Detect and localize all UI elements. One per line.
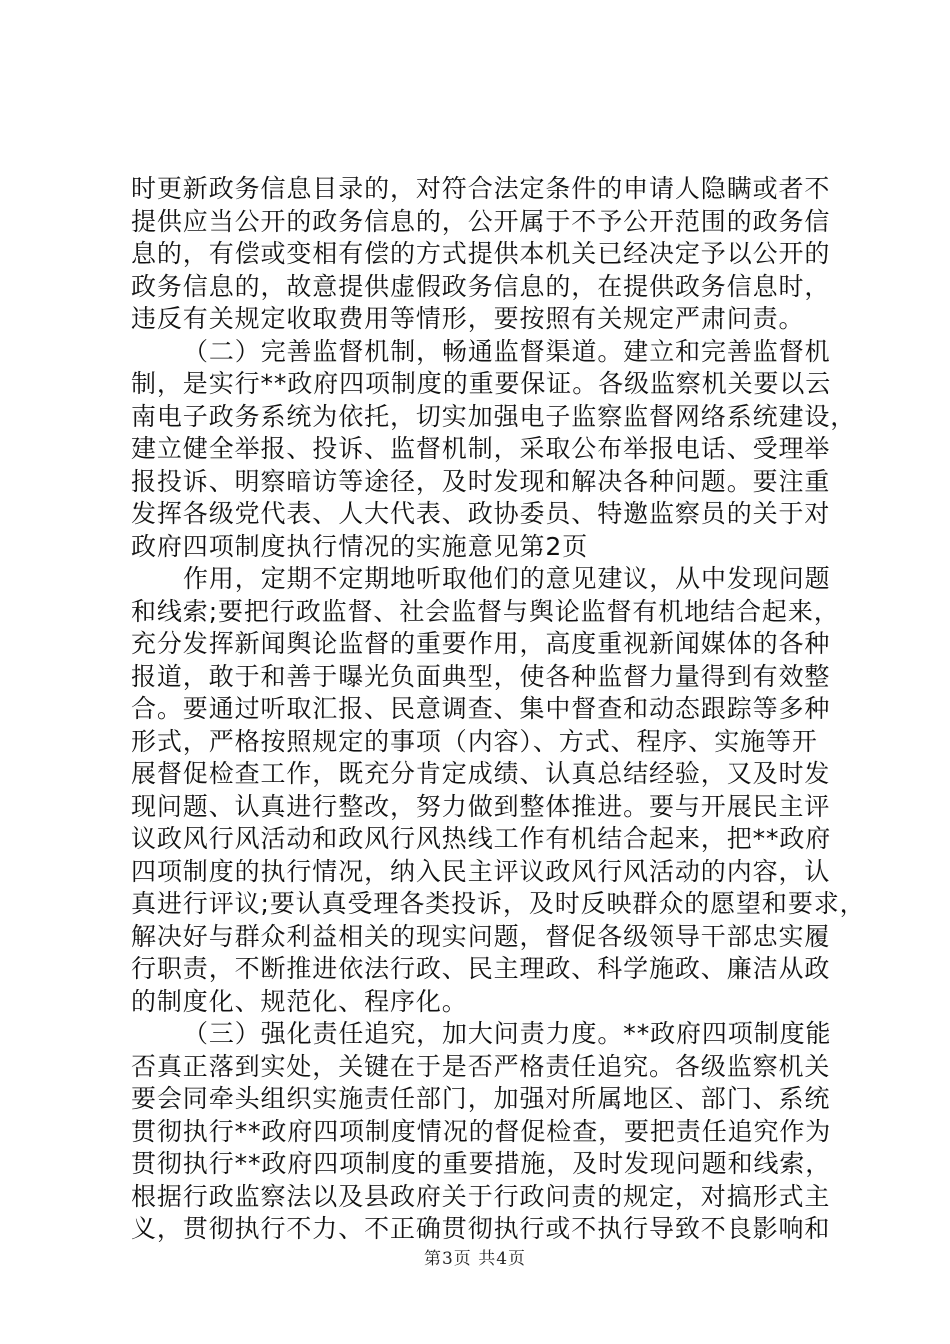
text-line: 贯彻执行**政府四项制度情况的督促检查，要把责任追究作为 [131, 1116, 832, 1146]
text-line: 和线索;要把行政监督、社会监督与舆论监督有机地结合起来， [131, 596, 840, 626]
text-line: 根据行政监察法以及县政府关于行政问责的规定，对搞形式主 [131, 1181, 831, 1211]
text-line: 政府四项制度执行情况的实施意见第2页 [131, 531, 589, 561]
text-line: 的制度化、规范化、程序化。 [131, 986, 468, 1016]
paragraph [131, 563, 866, 1018]
text-line: 四项制度的执行情况，纳入民主评议政风行风活动的内容，认 [131, 856, 831, 886]
paragraph [131, 336, 857, 564]
page-number-footer: 第3页 共4页 [423, 1249, 527, 1269]
text-line: 要会同牵头组织实施责任部门，加强对所属地区、部门、系统 [131, 1084, 831, 1113]
text-line: 报道，敢于和善于曝光负面典型，使各种监督力量得到有效整 [131, 661, 831, 691]
text-line: 建立健全举报、投诉、监督机制，采取公布举报电话、受理举 [131, 434, 831, 463]
text-line: 作用，定期不定期地听取他们的意见建议，从中发现问题 [183, 564, 831, 593]
text-line: 时更新政务信息目录的，对符合法定条件的申请人隐瞒或者不 [131, 174, 831, 203]
paragraph [131, 1018, 832, 1246]
text-line: 报投诉、明察暗访等途径，及时发现和解决各种问题。要注重 [131, 466, 831, 496]
text-line: 行职责，不断推进依法行政、民主理政、科学施政、廉洁从政 [131, 954, 831, 983]
text-line: 解决好与群众利益相关的现实问题，督促各级领导干部忠实履 [131, 921, 831, 951]
text-line: 充分发挥新闻舆论监督的重要作用，高度重视新闻媒体的各种 [131, 629, 831, 658]
text-line: （三）强化责任追究，加大问责力度。**政府四项制度能 [183, 1019, 832, 1048]
text-line: 政务信息的，故意提供虚假政务信息的，在提供政务信息时， [131, 271, 831, 301]
text-line: 形式，严格按照规定的事项（内容）、方式、程序、实施等开 [131, 726, 818, 756]
text-line: 违反有关规定收取费用等情形，要按照有关规定严肃问责。 [131, 304, 805, 333]
text-line: 南电子政务系统为依托，切实加强电子监察监督网络系统建设， [131, 401, 857, 431]
text-line: 贯彻执行**政府四项制度的重要措施，及时发现问题和线索， [131, 1149, 832, 1178]
text-line: 否真正落到实处，关键在于是否严格责任追究。各级监察机关 [131, 1051, 831, 1081]
text-line: 议政风行风活动和政风行风热线工作有机结合起来，把**政府 [131, 824, 832, 853]
paragraph [131, 173, 831, 336]
text-line: 发挥各级党代表、人大代表、政协委员、特邀监察员的关于对 [131, 499, 831, 528]
text-line: 展督促检查工作，既充分肯定成绩、认真总结经验，又及时发 [131, 759, 831, 788]
text-line: （二）完善监督机制，畅通监督渠道。建立和完善监督机 [183, 336, 831, 366]
text-line: 合。要通过听取汇报、民意调查、集中督查和动态跟踪等多种 [131, 694, 831, 723]
text-line: 真进行评议;要认真受理各类投诉，及时反映群众的愿望和要求， [131, 889, 866, 918]
text-line: 提供应当公开的政务信息的，公开属于不予公开范围的政务信 [131, 206, 831, 236]
document-body [131, 173, 866, 1246]
text-line: 现问题、认真进行整改，努力做到整体推进。要与开展民主评 [131, 791, 831, 821]
text-line: 制，是实行**政府四项制度的重要保证。各级监察机关要以云 [131, 369, 832, 398]
text-line: 息的，有偿或变相有偿的方式提供本机关已经决定予以公开的 [131, 239, 831, 268]
text-line: 义，贯彻执行不力、不正确贯彻执行或不执行导致不良影响和 [131, 1214, 831, 1243]
